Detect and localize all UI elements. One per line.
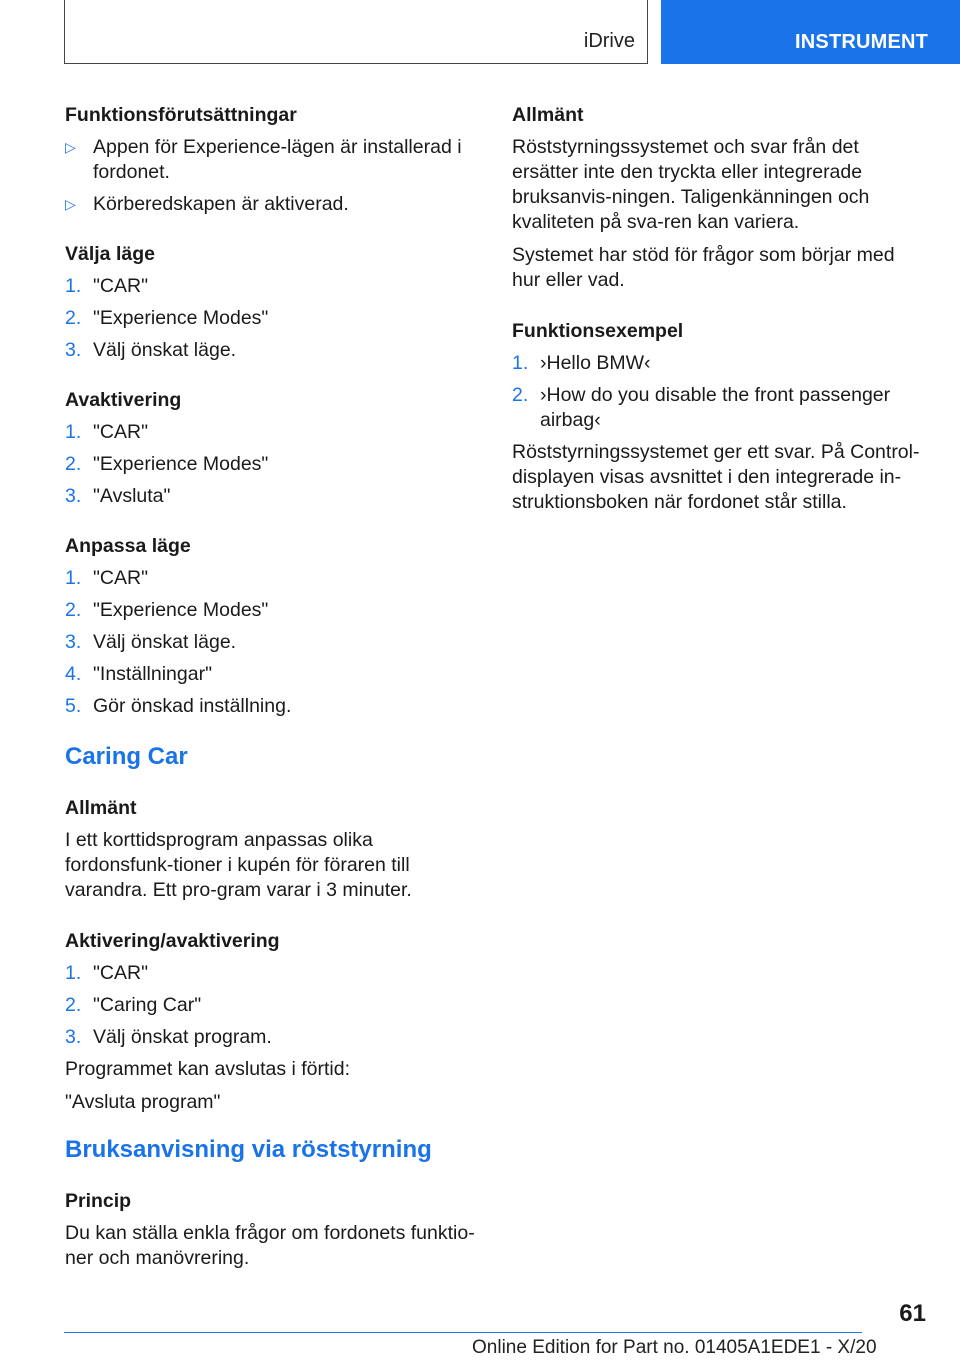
step-item: 2. "Experience Modes" xyxy=(65,453,269,475)
deactivate-title: Avaktivering xyxy=(65,389,182,411)
step-item: 1. "CAR" xyxy=(65,421,149,443)
header-chapter-tab[interactable] xyxy=(661,0,960,64)
triangle-bullet-icon: ▷ xyxy=(65,196,76,212)
example-item: 2. ›How do you disable the front passenger airbag‹ xyxy=(512,384,891,431)
step-item: 3. Välj önskat läge. xyxy=(65,339,237,361)
caring-end-text: Programmet kan avslutas i förtid: xyxy=(65,1058,351,1080)
deactivate-steps xyxy=(65,420,479,509)
customize-steps xyxy=(65,566,479,719)
principle-title: Princip xyxy=(65,1190,132,1212)
general-text-2: Systemet har stöd för frågor som börjar med hur eller vad. xyxy=(512,244,895,291)
step-item: 5. Gör önskad inställning. xyxy=(65,695,292,717)
footer-divider xyxy=(64,1332,862,1333)
step-item: 3. Välj önskat program. xyxy=(65,1026,272,1048)
examples-title: Funktionsexempel xyxy=(512,320,684,342)
caring-car-heading: Caring Car xyxy=(65,743,188,770)
caring-activate-title: Aktivering/avaktivering xyxy=(65,930,280,952)
step-item: 1. "CAR" xyxy=(65,275,149,297)
choose-steps xyxy=(65,274,479,363)
result-text: Röststyrningssystemet ger ett svar. På Control-displayen visas avsnittet i den integrerade in-struktionsboken när fordonet står stilla. xyxy=(512,441,920,513)
voice-manual-heading: Bruksanvisning via röststyrning xyxy=(65,1136,432,1163)
list-item: ▷ Körberedskapen är aktiverad. xyxy=(65,193,349,215)
header-section-label: iDrive xyxy=(583,30,635,52)
principle-text: Du kan ställa enkla frågor om fordonets funktio-ner och manövrering. xyxy=(65,1222,475,1269)
caring-general-text: I ett korttidsprogram anpassas olika fordonsfunk-tioner i kupén för föraren till varandra. Ett pro-gram varar i 3 minuter. xyxy=(65,829,412,901)
caring-general-title: Allmänt xyxy=(65,797,137,819)
triangle-bullet-icon: ▷ xyxy=(65,139,76,155)
step-item: 4. "Inställningar" xyxy=(65,663,212,685)
header-chapter-label: INSTRUMENT xyxy=(795,31,929,53)
example-item: 1. ›Hello BMW‹ xyxy=(512,352,651,374)
right-column xyxy=(512,103,926,523)
general-title: Allmänt xyxy=(512,104,584,126)
list-item: ▷ Appen för Experience-lägen är installerad i fordonet. xyxy=(65,136,462,183)
step-item: 2. "Experience Modes" xyxy=(65,307,269,329)
step-item: 1. "CAR" xyxy=(65,567,149,589)
choose-mode-title: Välja läge xyxy=(65,243,155,265)
left-column xyxy=(65,103,479,1279)
prereq-title: Funktionsförutsättningar xyxy=(65,104,297,126)
prereq-list xyxy=(65,135,479,217)
general-text-1: Röststyrningssystemet och svar från det ersätter inte den tryckta eller integrerade bruksanvis-ningen. Taligenkänningen och kvaliteten på sva-ren kan variera. xyxy=(512,136,870,233)
header-section-box xyxy=(64,0,648,64)
caring-activate-steps xyxy=(65,961,479,1050)
caring-end-action: "Avsluta program" xyxy=(65,1091,221,1113)
footer-edition: Online Edition for Part no. 01405A1EDE1 - X/20 xyxy=(472,1337,877,1358)
customize-title: Anpassa läge xyxy=(65,535,191,557)
step-item: 2. "Experience Modes" xyxy=(65,599,269,621)
step-item: 2. "Caring Car" xyxy=(65,994,202,1016)
step-item: 3. "Avsluta" xyxy=(65,485,171,507)
step-item: 3. Välj önskat läge. xyxy=(65,631,237,653)
step-item: 1. "CAR" xyxy=(65,962,149,984)
examples-list xyxy=(512,351,926,433)
page-number: 61 xyxy=(899,1300,926,1327)
